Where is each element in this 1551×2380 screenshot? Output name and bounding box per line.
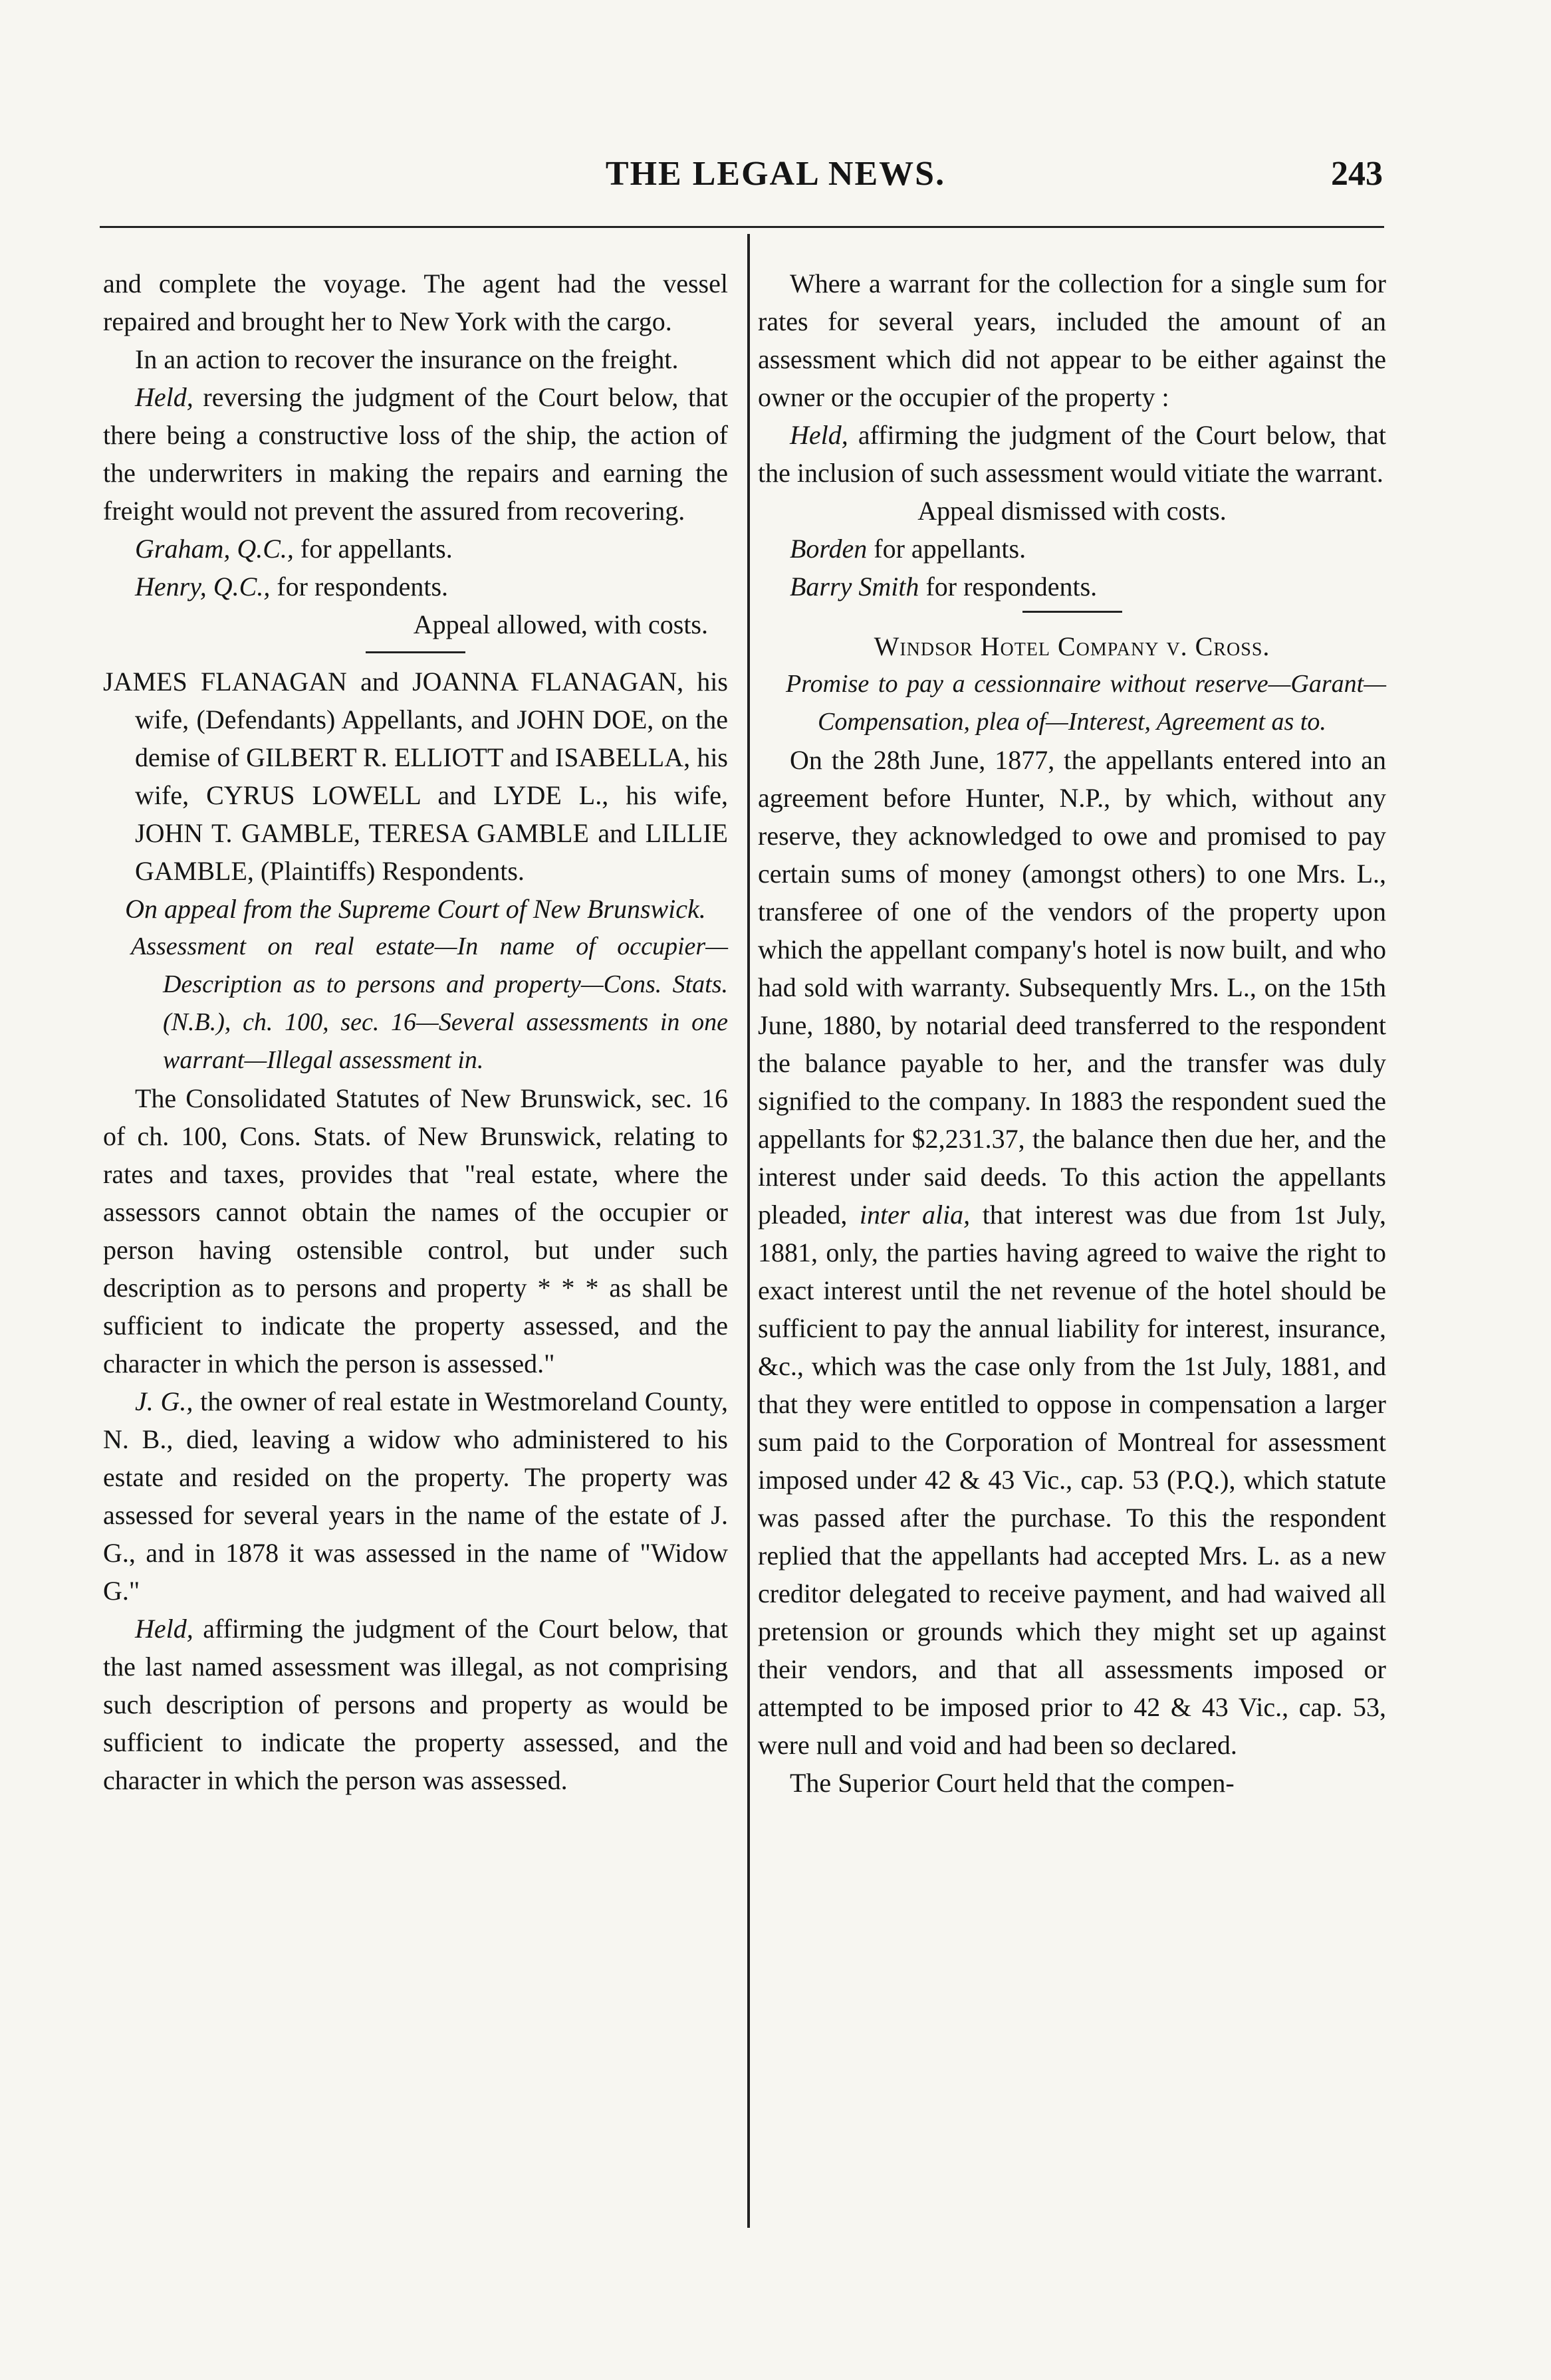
paragraph-text: the owner of real estate in Westmoreland County, N. B., died, leaving a widow who administered to his estate and resided on the property. The property was assessed for several years in the name of the estate of J. G., and in 1878 it was assessed in the name of "Widow G.": [103, 1386, 728, 1606]
appeal-from: On appeal from the Supreme Court of New Brunswick.: [125, 894, 706, 924]
page-header: [0, 0, 1551, 226]
counsel-role: for appellants.: [867, 534, 1026, 564]
paragraph: [758, 741, 1386, 1764]
counsel-line: [103, 530, 728, 568]
counsel-name: Borden: [790, 534, 868, 564]
headnote: Promise to pay a cessionnaire without reserve—Garant—Compensation, plea of—Interest, Agreement as to.: [786, 670, 1386, 736]
paragraph: [103, 378, 728, 530]
counsel-line: [103, 568, 728, 605]
disposition: Appeal dismissed with costs.: [917, 496, 1227, 526]
page-number: 243: [1331, 155, 1383, 193]
paragraph: The Consolidated Statutes of New Brunswick, sec. 16 of ch. 100, Cons. Stats. of New Brunswick, relating to rates and taxes, provides that "real estate, where the assessors cannot obtain the names of the occupier or person having ostensible control, but under such description as to persons and property * * * as shall be sufficient to indicate the property assessed, and the character in which the person is assessed.": [103, 1083, 728, 1378]
paragraph-text: On the 28th June, 1877, the appellants entered into an agreement before Hunter, N.P., by which, without any reserve, they acknowledged to owe and promised to pay certain sums of money (amongst others) to one Mrs. L., transferee of one of the vendors of the property upon which the appellant company's hotel is now built, and who had sold with warranty. Subsequently Mrs. L., on the 15th June, 1880, by notarial deed transferred to the respondent the balance payable to her, and the transfer was duly signified to the company. In 1883 the respondent sued the appellants for $2,231.37, the balance then due her, and the interest under said deeds. To this action the appellants pleaded,: [758, 745, 1386, 1230]
paragraph-text: affirming the judgment of the Court below, that the last named assessment was illegal, as not comprising such description of persons and property as would be sufficient to indicate the property assessed, and the character in which the person was assessed.: [103, 1614, 728, 1795]
paragraph: [103, 1382, 728, 1610]
paragraph: [758, 416, 1386, 492]
paragraph: Where a warrant for the collection for a single sum for rates for several years, included the amount of an assessment which did not appear to be either against the owner or the occupier of the property :: [758, 269, 1386, 412]
counsel-line: [758, 568, 1386, 605]
party-initials: J. G.,: [135, 1386, 193, 1416]
paragraph-text: that interest was due from 1st July, 1881, only, the parties having agreed to waive the right to exact interest until the net revenue of the hotel should be sufficient to pay the annual liability for interest, insurance, &c., which was the case only from the 1st July, 1881, and that they were entitled to oppose in compensation a larger sum paid to the Corporation of Montreal for assessment imposed under 42 & 43 Vic., cap. 53 (P.Q.), which statute was passed after the purchase. To this the respondent replied that the appellants had accepted Mrs. L. as a new creditor delegated to receive payment, and had waived all pretension or grounds which they might set up against their vendors, and that all assessments imposed or attempted to be imposed prior to 42 & 43 Vic., cap. 53, were null and void and had been so declared.: [758, 1200, 1386, 1760]
counsel-role: for appellants.: [293, 534, 453, 564]
header-rule: [100, 226, 1384, 228]
paragraph: The Superior Court held that the compen-: [790, 1768, 1235, 1798]
paragraph: In an action to recover the insurance on the freight.: [135, 344, 679, 374]
held-label: Held,: [135, 382, 193, 412]
section-separator: [366, 651, 465, 653]
paragraph-text: reversing the judgment of the Court below, that there being a constructive loss of the ship, the action of the underwriters in making the repairs and earning the freight would not prevent the assured from recovering.: [103, 382, 728, 526]
paragraph: [103, 1610, 728, 1799]
paragraph-text: affirming the judgment of the Court below, that the inclusion of such assessment would vitiate the warrant.: [758, 420, 1386, 488]
held-label: Held,: [790, 420, 848, 450]
running-title: THE LEGAL NEWS.: [605, 155, 946, 193]
column-divider: [747, 234, 750, 2228]
case-title: Windsor Hotel Company v. Cross.: [874, 631, 1270, 661]
counsel-role: for respondents.: [270, 572, 449, 601]
latin-phrase: inter alia,: [859, 1200, 971, 1230]
disposition: Appeal allowed, with costs.: [413, 609, 708, 639]
counsel-line: [758, 530, 1386, 568]
headnote: Assessment on real estate—In name of occupier—Description as to persons and property—Cons. Stats. (N.B.), ch. 100, sec. 16—Several assessments in one warrant—Illegal assessment in.: [131, 932, 728, 1074]
section-separator: [1022, 611, 1122, 613]
right-column: [758, 265, 1386, 1802]
counsel-name: Henry, Q.C.,: [135, 572, 271, 601]
paragraph: and complete the voyage. The agent had the vessel repaired and brought her to New York with the cargo.: [103, 269, 728, 336]
counsel-role: for respondents.: [919, 572, 1098, 601]
case-parties: JAMES FLANAGAN and JOANNA FLANAGAN, his wife, (Defendants) Appellants, and JOHN DOE, on the demise of GILBERT R. ELLIOTT and ISABELLA, his wife, CYRUS LOWELL and LYDE L., his wife, JOHN T. GAMBLE, TERESA GAMBLE and LILLIE GAMBLE, (Plaintiffs) Respondents.: [103, 667, 728, 886]
counsel-name: Barry Smith: [790, 572, 919, 601]
left-column: [103, 265, 728, 1799]
counsel-name: Graham, Q.C.,: [135, 534, 294, 564]
held-label: Held,: [135, 1614, 193, 1644]
